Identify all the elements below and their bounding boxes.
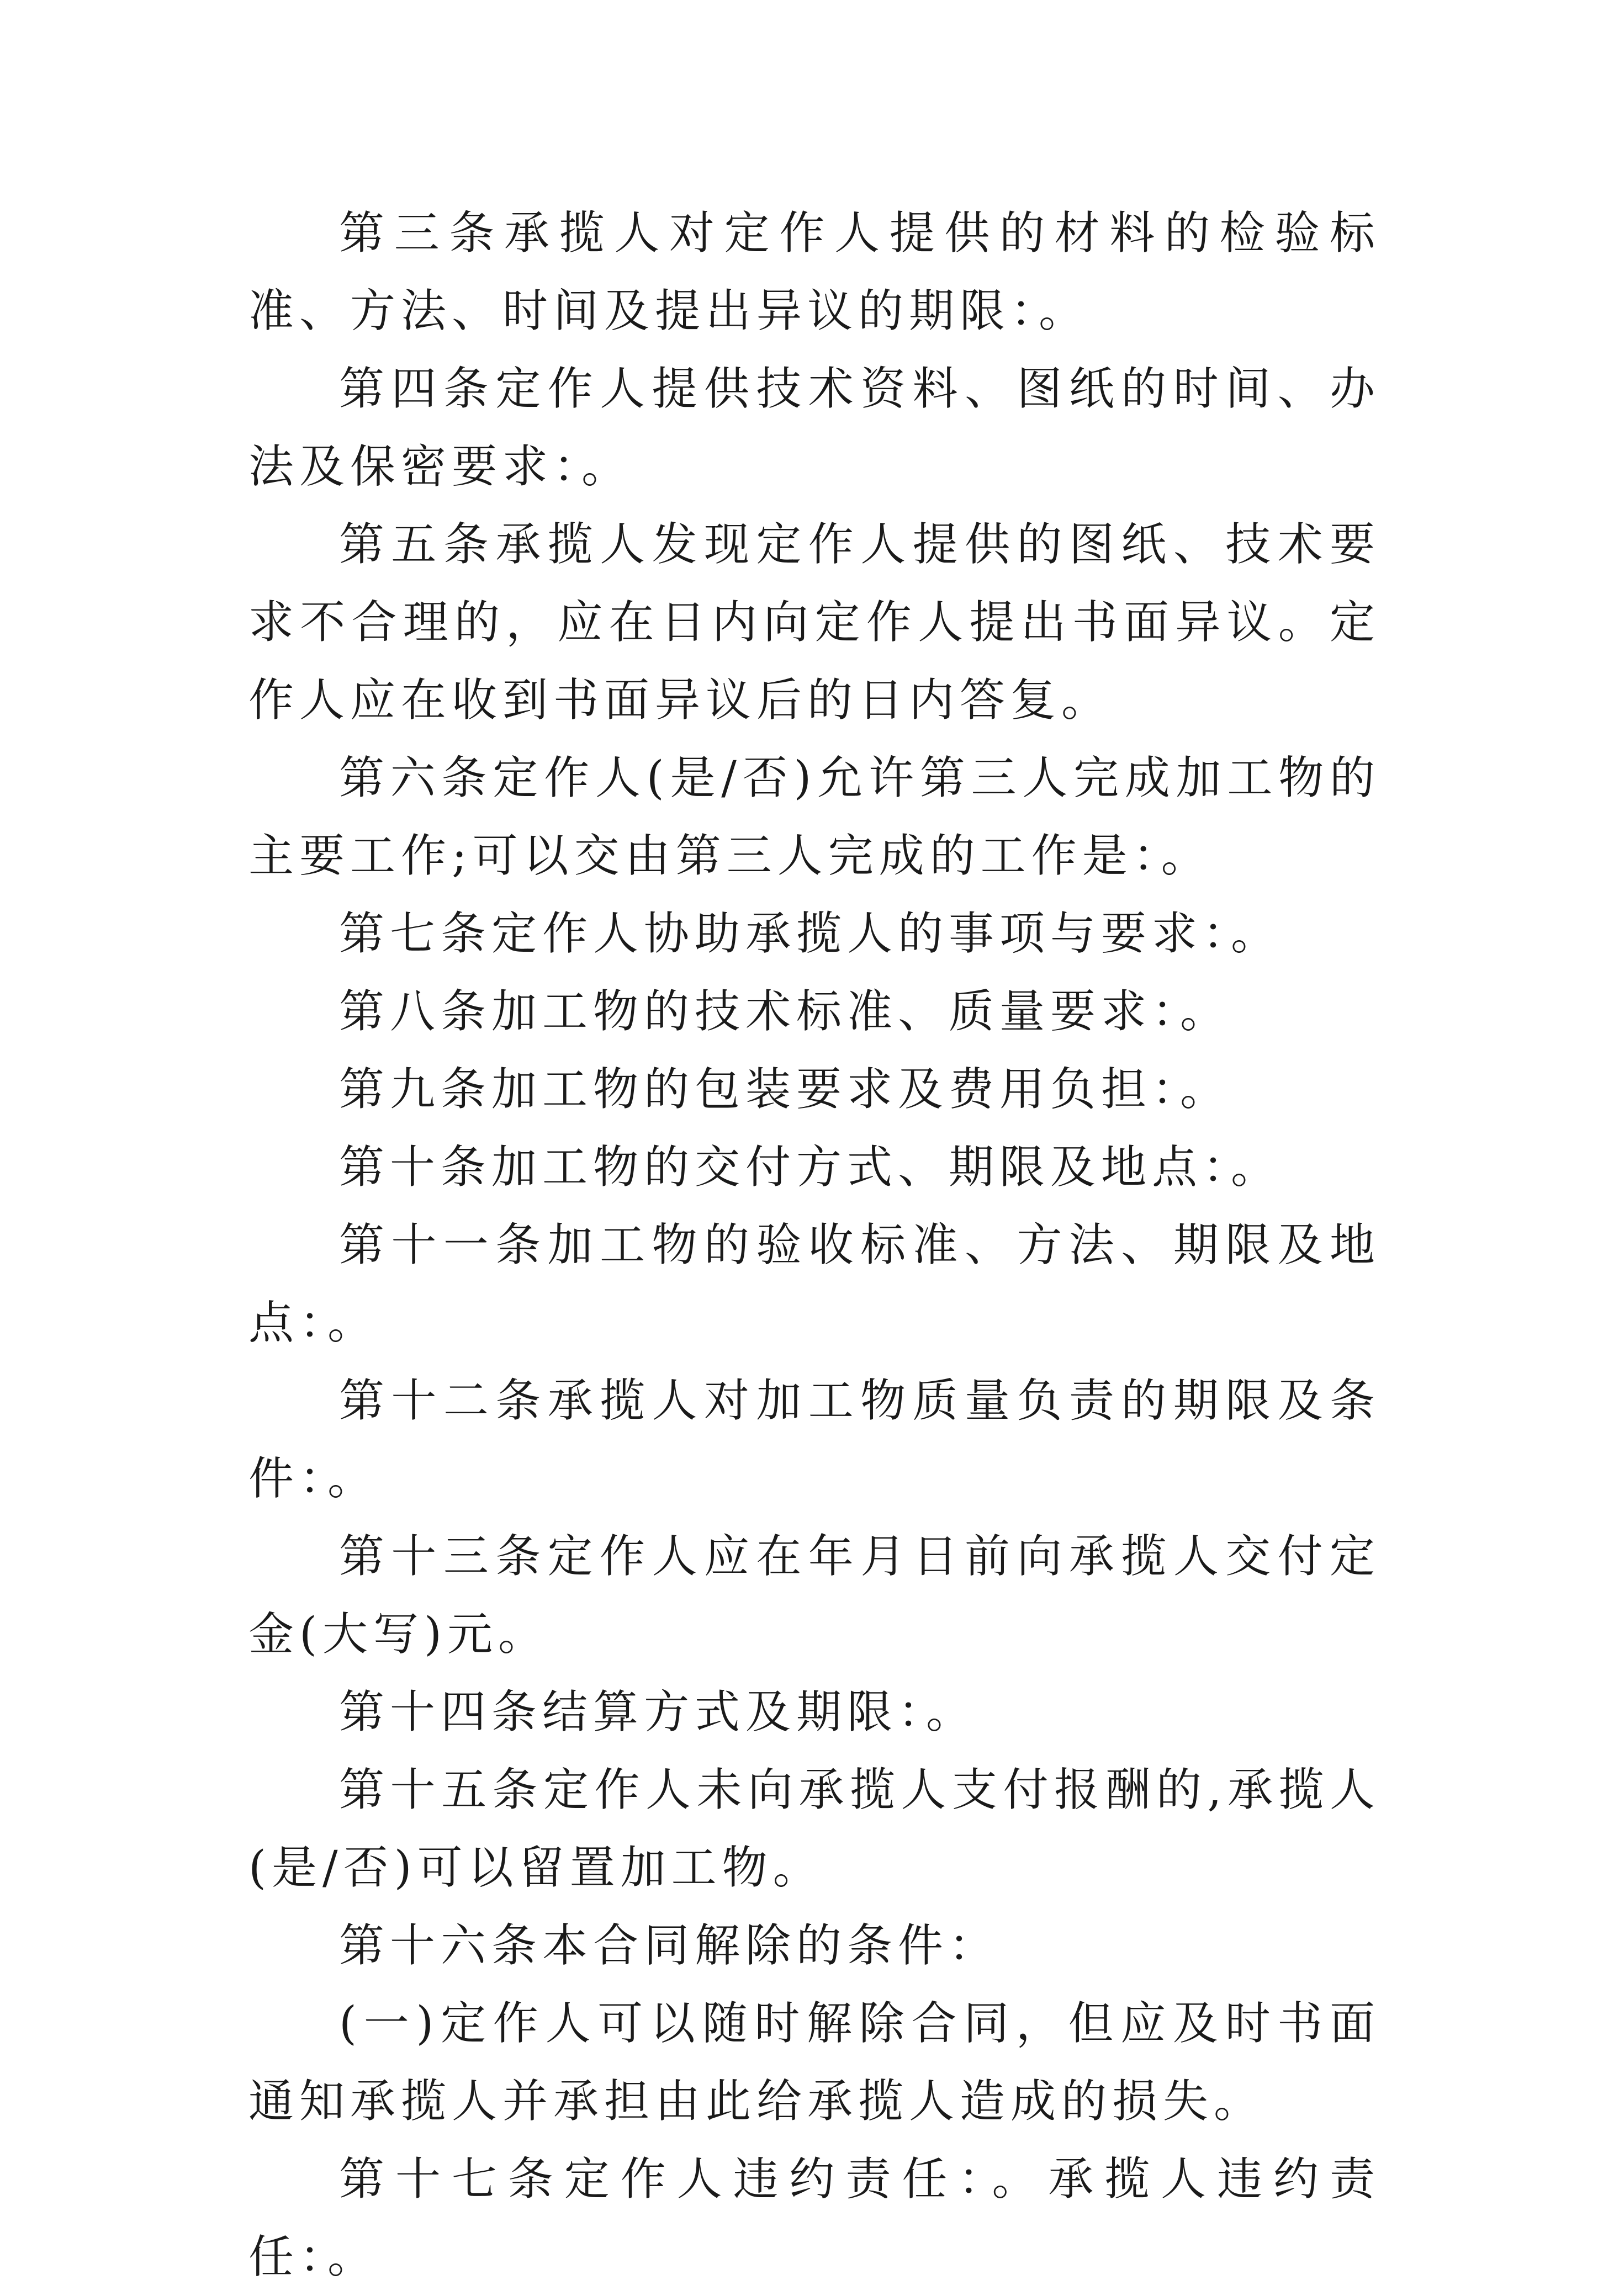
article-16: 第十六条本合同解除的条件： [339,1919,1000,1972]
article-5: 第五条承揽人发现定作人提供的图纸、技术要求不合理的，应在日内向定作人提出书面异议。定作人应在收到书面异议后的日内答复。 [248,518,1380,727]
article-17: 第十七条定作人违约责任：。承揽人违约责任：。 [248,2153,1380,2283]
article-15: 第十五条定作人未向承揽人支付报酬的,承揽人(是/否)可以留置加工物。 [248,1764,1380,1894]
article-16-clause-1: (一)定作人可以随时解除合同，但应及时书面通知承揽人并承担由此给承揽人造成的损失。 [248,1997,1380,2128]
article-7: 第七条定作人协助承揽人的事项与要求：。 [339,908,1282,960]
article-4: 第四条定作人提供技术资料、图纸的时间、办法及保密要求：。 [248,363,1380,493]
article-10: 第十条加工物的交付方式、期限及地点：。 [339,1141,1282,1194]
article-13: 第十三条定作人应在年月日前向承揽人交付定金(大写)元。 [248,1530,1380,1661]
article-9: 第九条加工物的包装要求及费用负担：。 [339,1063,1231,1116]
article-3: 第三条承揽人对定作人提供的材料的检验标准、方法、时间及提出异议的期限：。 [248,207,1380,337]
document-body [248,194,1380,2296]
article-12: 第十二条承揽人对加工物质量负责的期限及条件：。 [248,1375,1380,1505]
article-6: 第六条定作人(是/否)允许第三人完成加工物的主要工作;可以交由第三人完成的工作是：。 [248,752,1380,882]
article-14: 第十四条结算方式及期限：。 [339,1686,977,1738]
article-11: 第十一条加工物的验收标准、方法、期限及地点：。 [248,1219,1380,1349]
article-8: 第八条加工物的技术标准、质量要求：。 [339,985,1231,1038]
